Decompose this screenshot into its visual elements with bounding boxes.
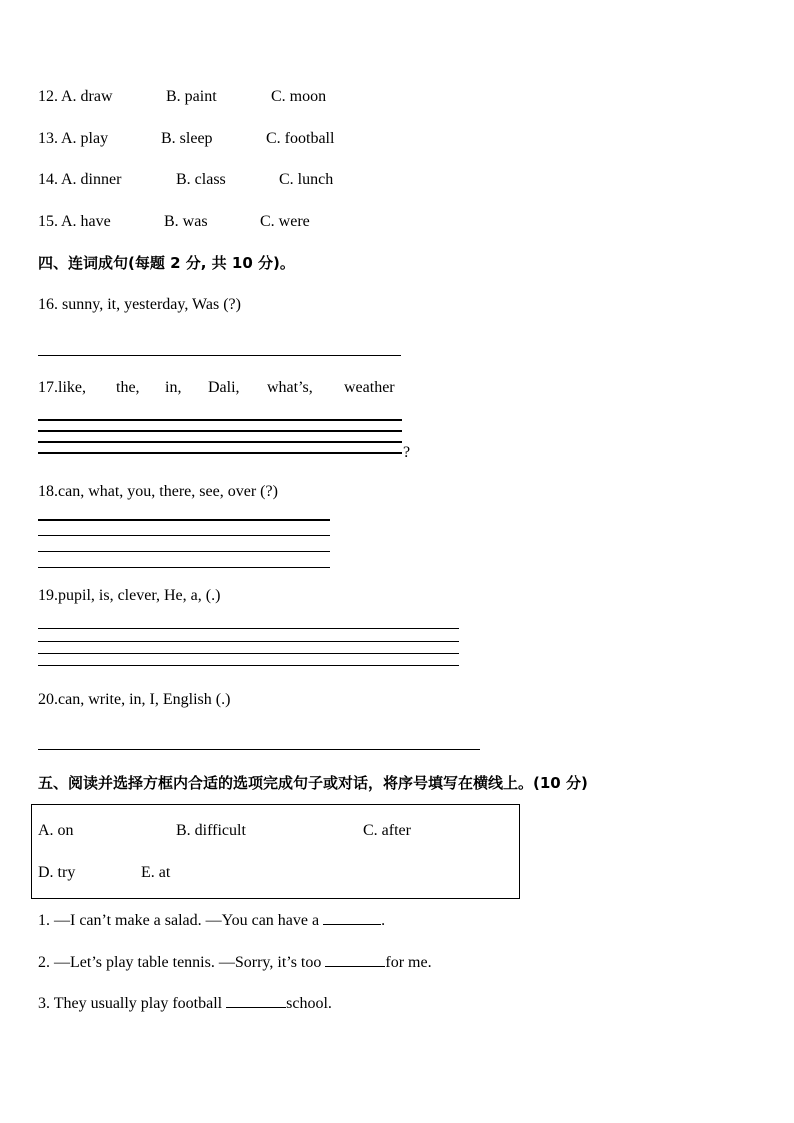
option-b: B. sleep	[161, 130, 213, 147]
answer-line[interactable]	[38, 628, 459, 629]
answer-blank[interactable]	[323, 910, 381, 925]
option-a: A. dinner	[61, 171, 122, 188]
answer-line[interactable]	[38, 653, 459, 654]
option-c: C. were	[260, 213, 310, 230]
answer-line[interactable]	[38, 665, 459, 666]
answer-line[interactable]	[38, 441, 402, 443]
question-16: 16. sunny, it, yesterday, Was (?)	[38, 296, 241, 313]
fill-question-1	[38, 910, 385, 931]
option-b: B. class	[176, 171, 226, 188]
options-box	[31, 804, 520, 899]
word: 17.like,	[38, 379, 86, 396]
option-a: A. on	[38, 822, 74, 839]
answer-blank[interactable]	[325, 952, 385, 967]
fill-question-3	[38, 993, 332, 1014]
option-c: C. football	[266, 130, 335, 147]
option-c: C. after	[363, 822, 411, 839]
item-number: 14.	[38, 171, 58, 188]
word: Dali,	[208, 379, 240, 396]
option-e: E. at	[141, 864, 171, 881]
option-b: B. was	[164, 213, 208, 230]
option-a: A. draw	[61, 88, 113, 105]
question-end: school.	[286, 995, 332, 1012]
option-a: A. play	[61, 130, 109, 147]
option-d: D. try	[38, 864, 76, 881]
question-20: 20.can, write, in, I, English (.)	[38, 691, 231, 708]
answer-line[interactable]	[38, 419, 402, 421]
answer-line[interactable]	[38, 641, 459, 642]
item-number: 12.	[38, 88, 58, 105]
question-text: 1. —I can’t make a salad. —You can have a	[38, 912, 324, 929]
option-a: A. have	[61, 213, 111, 230]
answer-line[interactable]	[38, 535, 330, 536]
word: what’s,	[267, 379, 313, 396]
question-text: 3. They usually play football	[38, 995, 227, 1012]
word: the,	[116, 379, 140, 396]
answer-line[interactable]	[38, 430, 402, 432]
question-mark: ?	[403, 444, 411, 461]
option-b: B. paint	[166, 88, 217, 105]
fill-question-2	[38, 952, 432, 973]
item-number: 15.	[38, 213, 58, 230]
option-c: C. moon	[271, 88, 327, 105]
question-18: 18.can, what, you, there, see, over (?)	[38, 483, 278, 500]
answer-line[interactable]	[38, 452, 402, 454]
question-end: .	[381, 912, 386, 929]
option-c: C. lunch	[279, 171, 334, 188]
section-four-heading: 四、连词成句(每题 2 分, 共 10 分)。	[38, 254, 295, 272]
section-five-heading: 五、阅读并选择方框内合适的选项完成句子或对话，将序号填写在横线上。(10 分)	[38, 774, 588, 792]
option-b: B. difficult	[176, 822, 246, 839]
question-end: for me.	[385, 954, 432, 971]
question-text: 2. —Let’s play table tennis. —Sorry, it’s too	[38, 954, 326, 971]
question-19: 19.pupil, is, clever, He, a, (.)	[38, 587, 221, 604]
answer-line-20[interactable]	[38, 749, 480, 750]
word: weather	[344, 379, 395, 396]
answer-line[interactable]	[38, 519, 330, 521]
answer-line[interactable]	[38, 567, 330, 568]
answer-line-16[interactable]	[38, 355, 401, 356]
answer-blank[interactable]	[226, 993, 286, 1008]
answer-line[interactable]	[38, 551, 330, 552]
word: in,	[165, 379, 182, 396]
item-number: 13.	[38, 130, 58, 147]
